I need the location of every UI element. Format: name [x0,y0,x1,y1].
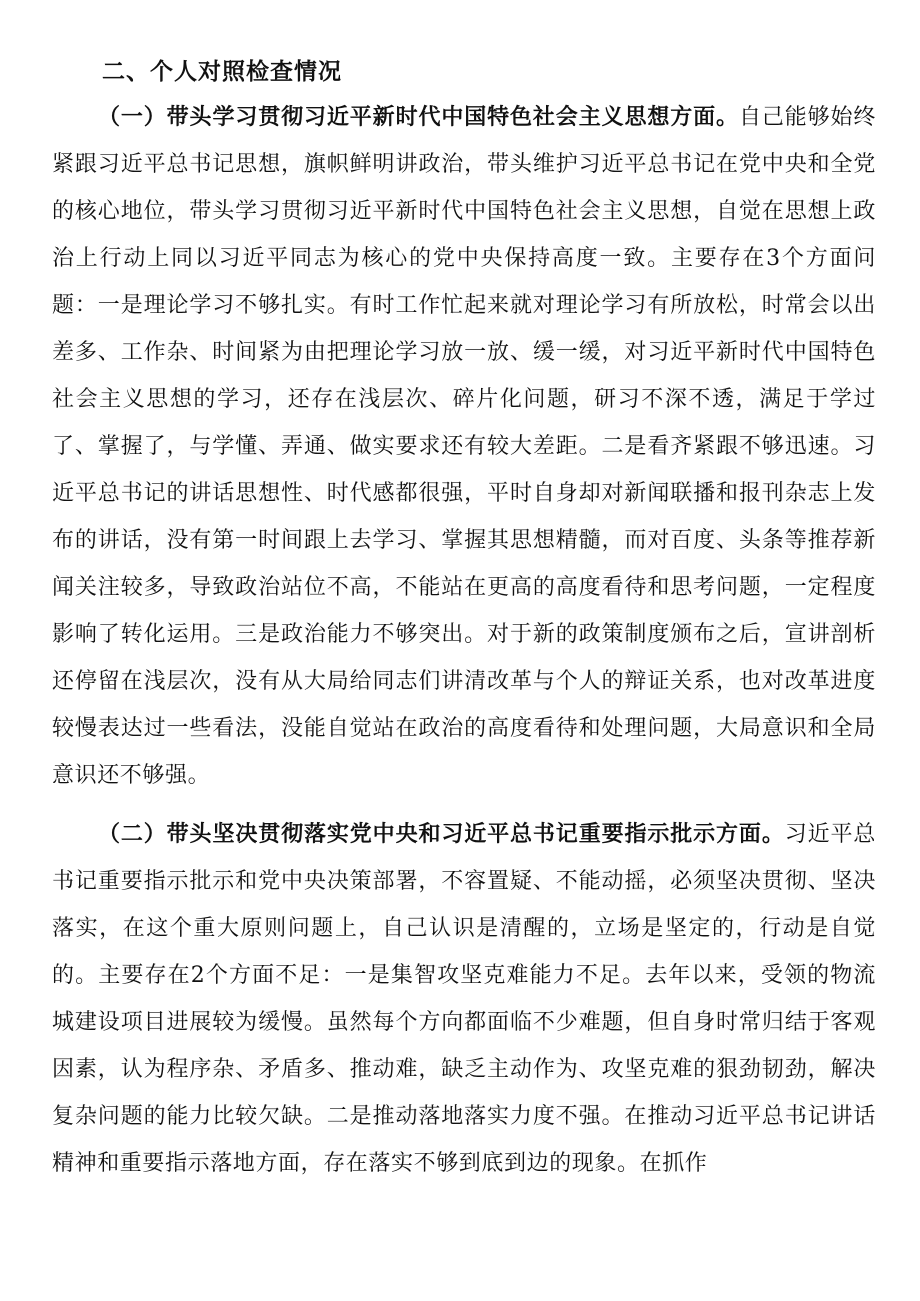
document-page [52,52,876,1187]
paragraph-lead: （一）带头学习贯彻习近平新时代中国特色社会主义思想方面。 [98,105,739,130]
paragraph-theory-study [52,94,876,799]
paragraph-lead: （二）带头坚决贯彻落实党中央和习近平总书记重要指示批示方面。 [98,822,785,847]
section-heading: 二、个人对照检查情况 [102,59,342,85]
paragraph-implementation [52,811,876,1187]
paragraph-body: 自己能够始终紧跟习近平总书记思想，旗帜鲜明讲政治，带头维护习近平总书记在党中央和全党的核心地位，带头学习贯彻习近平新时代中国特色社会主义思想，自觉在思想上政治上行动上同以习近平同志为核心的党中央保持高度一致。主要存在3个方面问题：一是理论学习不够扎实。有时工作忙起来就对理论学习有所放松，时常会以出差多、工作杂、时间紧为由把理论学习放一放、缓一缓，对习近平新时代中国特色社会主义思想的学习，还存在浅层次、碎片化问题，研习不深不透，满足于学过了、掌握了，与学懂、弄通、做实要求还有较大差距。二是看齐紧跟不够迅速。习近平总书记的讲话思想性、时代感都很强，平时自身却对新闻联播和报刊杂志上发布的讲话，没有第一时间跟上去学习、掌握其思想精髓，而对百度、头条等推荐新闻关注较多，导致政治站位不高，不能站在更高的高度看待和思考问题，一定程度影响了转化运用。三是政治能力不够突出。对于新的政策制度颁布之后，宣讲剖析还停留在浅层次，没有从大局给同志们讲清改革与个人的辩证关系，也对改革进度较慢表达过一些看法，没能自觉站在政治的高度看待和处理问题，大局意识和全局意识还不够强。 [52,105,876,788]
paragraph-body: 习近平总书记重要指示批示和党中央决策部署，不容置疑、不能动摇，必须坚决贯彻、坚决落实，在这个重大原则问题上，自己认识是清醒的，立场是坚定的，行动是自觉的。主要存在2个方面不足：一是集智攻坚克难能力不足。去年以来，受领的物流城建设项目进展较为缓慢。虽然每个方向都面临不少难题，但自身时常归结于客观因素，认为程序杂、矛盾多、推动难，缺乏主动作为、攻坚克难的狠劲韧劲，解决复杂问题的能力比较欠缺。二是推动落地落实力度不强。在推动习近平总书记讲话精神和重要指示落地方面，存在落实不够到底到边的现象。在抓作 [52,822,876,1176]
